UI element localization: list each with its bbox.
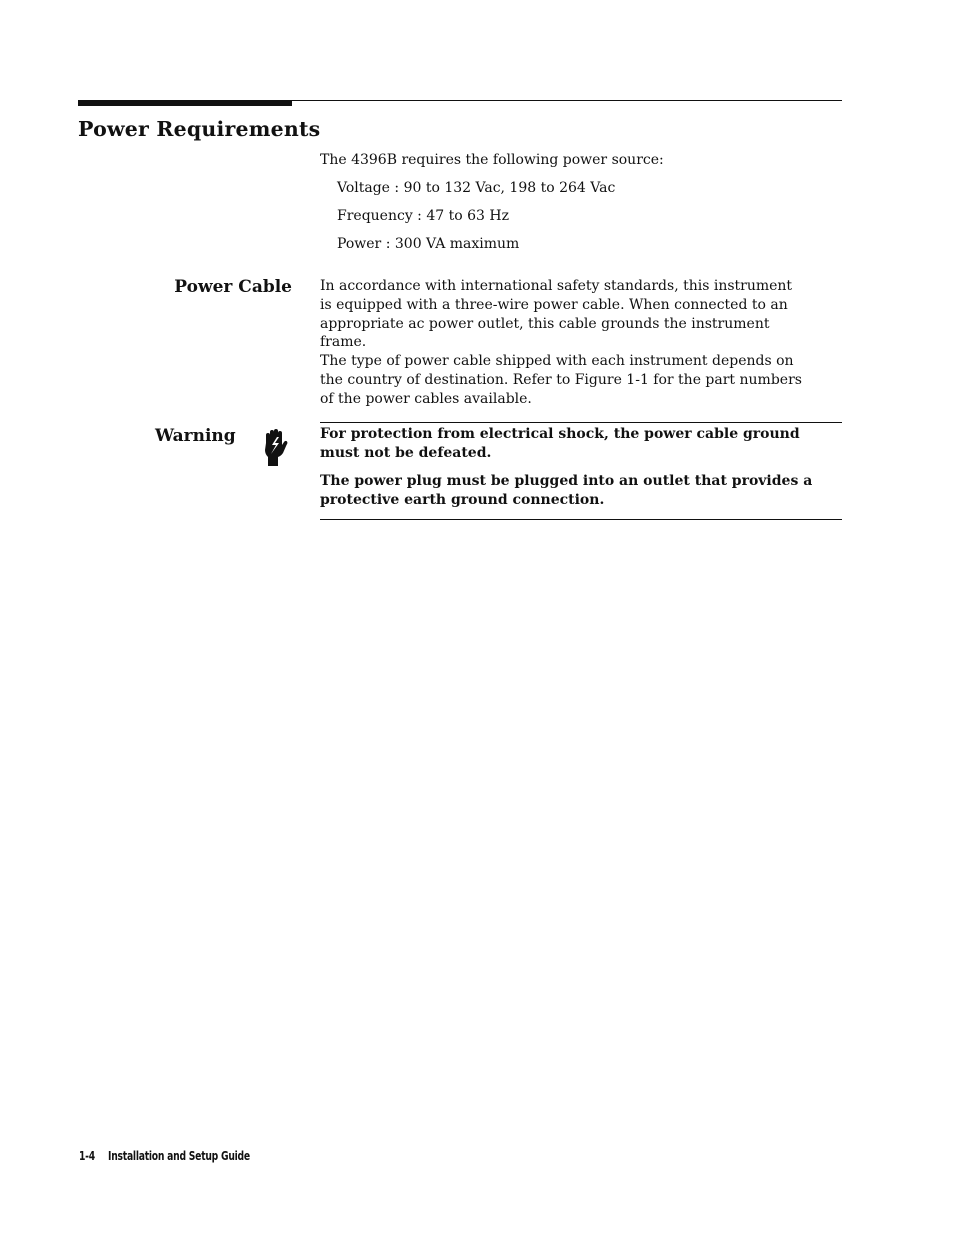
- text-line: the country of destination. Refer to Figure 1-1 for the part numbers: [320, 371, 802, 388]
- text-line: must not be defeated.: [320, 445, 492, 461]
- text-line: The power plug must be plugged into an outlet that provides a: [320, 473, 813, 489]
- page-number: 1-4: [79, 1148, 95, 1163]
- text-line: The type of power cable shipped with each instrument depends on: [320, 353, 794, 369]
- warning-hand-icon: [262, 428, 288, 468]
- header-rule-thick: [78, 100, 292, 106]
- power-cable-paragraph-1: [320, 277, 840, 352]
- warning-paragraph-1: [320, 425, 800, 463]
- power-cable-heading: Power Cable: [174, 277, 292, 297]
- text-line: protective earth ground connection.: [320, 492, 605, 508]
- spec-label: Frequency :: [337, 208, 422, 224]
- text-line: frame.: [320, 334, 367, 351]
- spec-voltage: [337, 179, 615, 198]
- spec-value: 300 VA maximum: [394, 236, 520, 252]
- spec-value: 90 to 132 Vac, 198 to 264 Vac: [403, 180, 616, 196]
- warning-heading: Warning: [155, 426, 236, 446]
- text-line: For protection from electrical shock, the power cable ground: [320, 426, 800, 442]
- intro-text: The 4396B requires the following power source:: [320, 152, 664, 168]
- power-cable-paragraph-2: [320, 352, 840, 408]
- warning-rule-bottom: [320, 519, 842, 520]
- page-footer: [79, 1148, 263, 1163]
- text-line: of the power cables available.: [320, 390, 532, 407]
- spec-frequency: [337, 207, 509, 226]
- section-title: Power Requirements: [78, 117, 321, 141]
- warning-paragraph-2: [320, 472, 812, 510]
- text-line: is equipped with a three-wire power cable. When connected to an: [320, 296, 788, 313]
- warning-rule-top: [320, 422, 842, 423]
- text-line: In accordance with international safety standards, this instrument: [320, 278, 793, 294]
- spec-label: Power :: [337, 236, 391, 252]
- spec-label: Voltage :: [337, 180, 400, 196]
- guide-title: Installation and Setup Guide: [108, 1148, 250, 1163]
- spec-value: 47 to 63 Hz: [426, 208, 509, 224]
- text-line: appropriate ac power outlet, this cable grounds the instrument: [320, 315, 770, 332]
- spec-power: [337, 235, 519, 254]
